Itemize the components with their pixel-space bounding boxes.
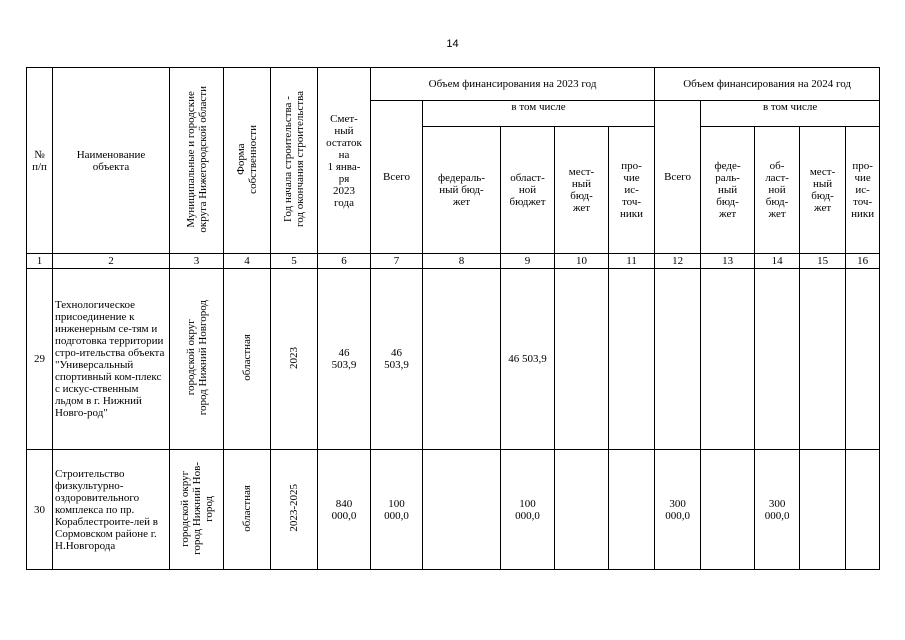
column-number: 1 [27, 254, 53, 269]
column-number: 4 [224, 254, 271, 269]
header-ownership: Форма собственности [224, 68, 271, 254]
header-municipal: Муниципальные и городские округа Нижегородской области [170, 68, 224, 254]
ownership-cell: областная [224, 269, 271, 450]
header-federal-2024: феде- раль- ный бюд- жет [701, 127, 755, 254]
financing-table [26, 67, 880, 570]
remainder-cell: 840 000,0 [318, 450, 371, 570]
column-number: 3 [170, 254, 224, 269]
other-2023-cell [609, 269, 655, 450]
header-including-2023: в том числе [423, 101, 655, 127]
header-total-2024: Всего [655, 101, 701, 254]
object-name: Строительство физкультурно-оздоровительного комплекса по пр. Кораблестроите-лей в Сормовском районе г. Н.Новгорода [53, 450, 170, 570]
header-federal-2023: федераль- ный бюд- жет [423, 127, 501, 254]
header-name: Наименование объекта [53, 68, 170, 254]
column-number: 2 [53, 254, 170, 269]
column-number: 14 [755, 254, 800, 269]
header-row-1 [27, 68, 880, 101]
column-number: 15 [800, 254, 846, 269]
table-row [27, 269, 880, 450]
regional-2023-cell: 46 503,9 [501, 269, 555, 450]
total-2023-cell: 46 503,9 [371, 269, 423, 450]
total-2023-cell: 100 000,0 [371, 450, 423, 570]
local-2023-cell [555, 269, 609, 450]
column-number: 12 [655, 254, 701, 269]
object-name: Технологическое присоединение к инженерным се-тям и подготовка территории стро-ительства объекта "Универсальный спортивный ком-плекс с искус-ственным льдом в г. Нижний Новго-род" [53, 269, 170, 450]
other-2023-cell [609, 450, 655, 570]
column-number: 6 [318, 254, 371, 269]
years-cell: 2023-2025 [271, 450, 318, 570]
municipal-cell: городской округ город Нижний Новгород [170, 269, 224, 450]
header-regional-2024: об- ласт- ной бюд- жет [755, 127, 800, 254]
header-fin-2024: Объем финансирования на 2024 год [655, 68, 880, 101]
header-including-2024: в том числе [701, 101, 880, 127]
regional-2024-cell: 300 000,0 [755, 450, 800, 570]
regional-2024-cell [755, 269, 800, 450]
federal-2023-cell [423, 269, 501, 450]
column-number-row [27, 254, 880, 269]
federal-2024-cell [701, 269, 755, 450]
column-number: 5 [271, 254, 318, 269]
header-other-2024: про- чие ис- точ- ники [846, 127, 880, 254]
header-local-2024: мест- ный бюд- жет [800, 127, 846, 254]
total-2024-cell: 300 000,0 [655, 450, 701, 570]
column-number: 11 [609, 254, 655, 269]
local-2023-cell [555, 450, 609, 570]
total-2024-cell [655, 269, 701, 450]
header-years: Год начала строительства - год окончания строительства [271, 68, 318, 254]
column-number: 16 [846, 254, 880, 269]
remainder-cell: 46 503,9 [318, 269, 371, 450]
row-number: 30 [27, 450, 53, 570]
header-total-2023: Всего [371, 101, 423, 254]
column-number: 10 [555, 254, 609, 269]
federal-2023-cell [423, 450, 501, 570]
federal-2024-cell [701, 450, 755, 570]
local-2024-cell [800, 269, 846, 450]
other-2024-cell [846, 269, 880, 450]
column-number: 13 [701, 254, 755, 269]
years-cell: 2023 [271, 269, 318, 450]
other-2024-cell [846, 450, 880, 570]
page-number: 14 [446, 38, 459, 50]
local-2024-cell [800, 450, 846, 570]
ownership-cell: областная [224, 450, 271, 570]
header-local-2023: мест- ный бюд- жет [555, 127, 609, 254]
header-regional-2023: област- ной бюджет [501, 127, 555, 254]
row-number: 29 [27, 269, 53, 450]
column-number: 9 [501, 254, 555, 269]
header-fin-2023: Объем финансирования на 2023 год [371, 68, 655, 101]
header-remainder: Смет- ный остаток на 1 янва- ря 2023 года [318, 68, 371, 254]
column-number: 7 [371, 254, 423, 269]
regional-2023-cell: 100 000,0 [501, 450, 555, 570]
column-number: 8 [423, 254, 501, 269]
municipal-cell: городской округ город Нижний Нов- город [170, 450, 224, 570]
table-row [27, 450, 880, 570]
header-num: № п/п [27, 68, 53, 254]
header-other-2023: про- чие ис- точ- ники [609, 127, 655, 254]
